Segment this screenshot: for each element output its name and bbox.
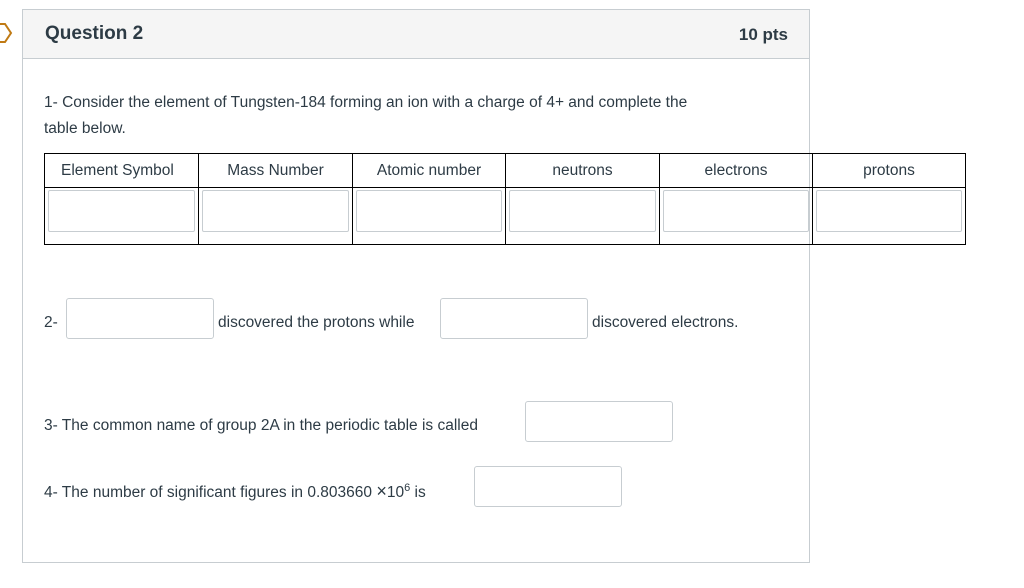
question-header [23, 10, 809, 59]
column-header-element-symbol: Element Symbol [45, 154, 199, 188]
table-cell [353, 188, 506, 245]
exponent: 6 [404, 481, 411, 494]
column-header-electrons: electrons [660, 154, 813, 188]
atomic-number-input[interactable] [356, 190, 502, 232]
q2-suffix-text: discovered electrons. [592, 314, 739, 331]
q2-answer-input-1[interactable] [66, 298, 214, 339]
table-cell [506, 188, 660, 245]
table-header-row [45, 154, 966, 188]
q2-middle-text: discovered the protons while [218, 314, 415, 331]
table-cell [199, 188, 353, 245]
question-points: 10 pts [738, 25, 788, 44]
element-symbol-input[interactable] [48, 190, 195, 232]
q3-answer-input[interactable] [525, 401, 673, 442]
table-cell [660, 188, 813, 245]
table-row [45, 188, 966, 245]
q4-answer-input[interactable] [474, 466, 622, 507]
mass-number-input[interactable] [202, 190, 349, 232]
neutrons-input[interactable] [509, 190, 656, 232]
table-cell [813, 188, 966, 245]
answer-table [44, 153, 966, 245]
table-cell [45, 188, 199, 245]
column-header-mass-number: Mass Number [199, 154, 353, 188]
column-header-atomic-number: Atomic number [353, 154, 506, 188]
q1-text-line2: table below. [44, 120, 126, 137]
column-header-neutrons: neutrons [506, 154, 660, 188]
question-marker-icon [0, 22, 14, 44]
q4-text: 4- The number of significant figures in $0.803660 \times 10^6$ is [44, 481, 426, 501]
q3-text: 3- The common name of group 2A in the periodic table is called [44, 417, 478, 434]
q2-prefix: 2- [44, 314, 58, 331]
question-card [22, 9, 810, 563]
column-header-protons: protons [813, 154, 966, 188]
protons-input[interactable] [816, 190, 962, 232]
q1-text-line1: 1- Consider the element of Tungsten-184 forming an ion with a charge of 4+ and complete the [44, 94, 688, 111]
times-symbol: × [376, 481, 387, 501]
q2-answer-input-2[interactable] [440, 298, 588, 339]
electrons-input[interactable] [663, 190, 809, 232]
question-title: Question 2 [45, 23, 144, 44]
